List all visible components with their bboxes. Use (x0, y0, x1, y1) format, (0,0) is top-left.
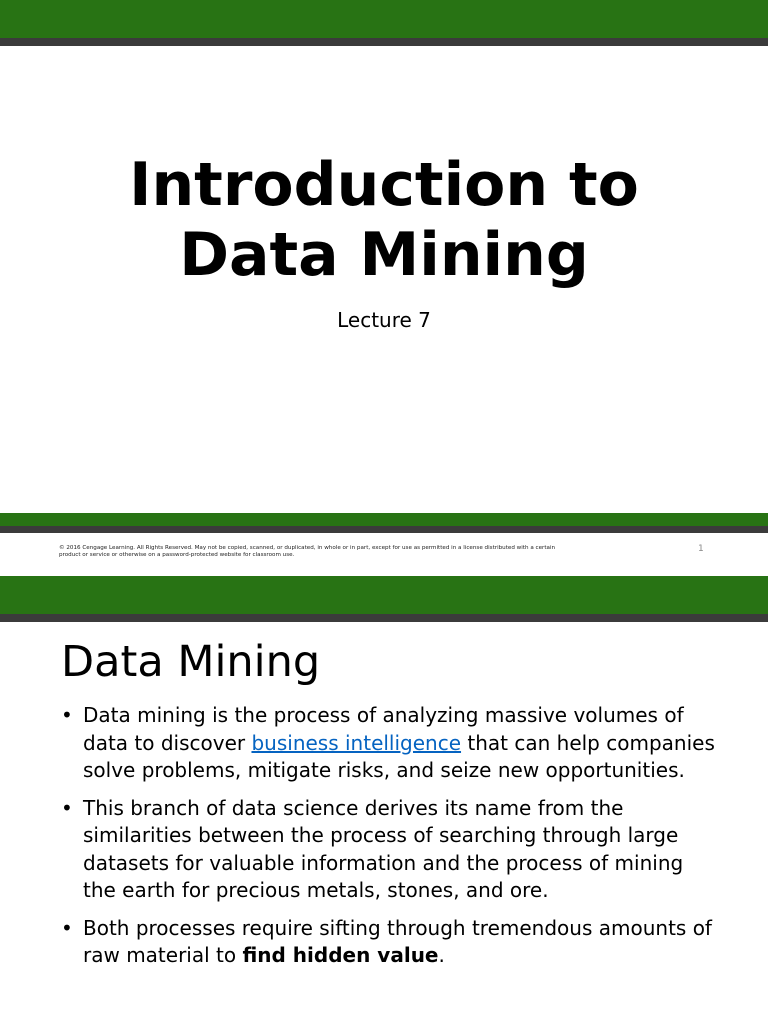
page-number: 1 (698, 544, 704, 554)
bullet-icon: • (61, 703, 73, 727)
bullet-text: Both processes require sifting through tremendous amounts of raw material to (83, 915, 712, 967)
slide-title: Data Mining (61, 637, 321, 687)
top-dark-stripe (0, 38, 768, 46)
bullet-icon: • (61, 915, 73, 940)
top-green-bar (0, 576, 768, 614)
content-slide (0, 576, 768, 1024)
bullet-item (61, 915, 721, 970)
copyright-line-2: product or service or otherwise on a password-protected website for classroom use. (59, 552, 295, 558)
bullet-text: . (438, 943, 445, 967)
slide-title-line-2: Data Mining (179, 220, 589, 290)
bullet-text: Data mining is the process of analyzing massive volumes of data to discover (83, 703, 684, 755)
copyright-line-1: © 2016 Cengage Learning. All Rights Reserved. May not be copied, scanned, or duplicated, in whole or in part, except for use as permitted in a license distributed with a certain (59, 545, 556, 551)
copyright-footer (59, 545, 659, 559)
bullet-item (61, 795, 721, 905)
bullet-list (61, 702, 721, 980)
top-green-bar (0, 0, 768, 38)
slide-title-line-1: Introduction to (129, 150, 639, 220)
bullet-item (61, 702, 721, 785)
slide-subtitle: Lecture 7 (337, 308, 431, 332)
bullet-text: that can help companies solve problems, mitigate risks, and seize new opportunities. (83, 730, 715, 782)
top-dark-stripe (0, 614, 768, 622)
bold-emphasis: find hidden value (242, 943, 439, 967)
bottom-green-bar (0, 513, 768, 526)
business-intelligence-link[interactable]: business intelligence (251, 730, 462, 755)
slide-title (0, 150, 768, 290)
bottom-dark-stripe (0, 526, 768, 533)
bullet-icon: • (61, 795, 73, 820)
bullet-text: This branch of data science derives its name from the similarities between the process of searching through large datasets for valuable information and the process of mining the earth for precious metals, stones, and ore. (83, 795, 684, 902)
